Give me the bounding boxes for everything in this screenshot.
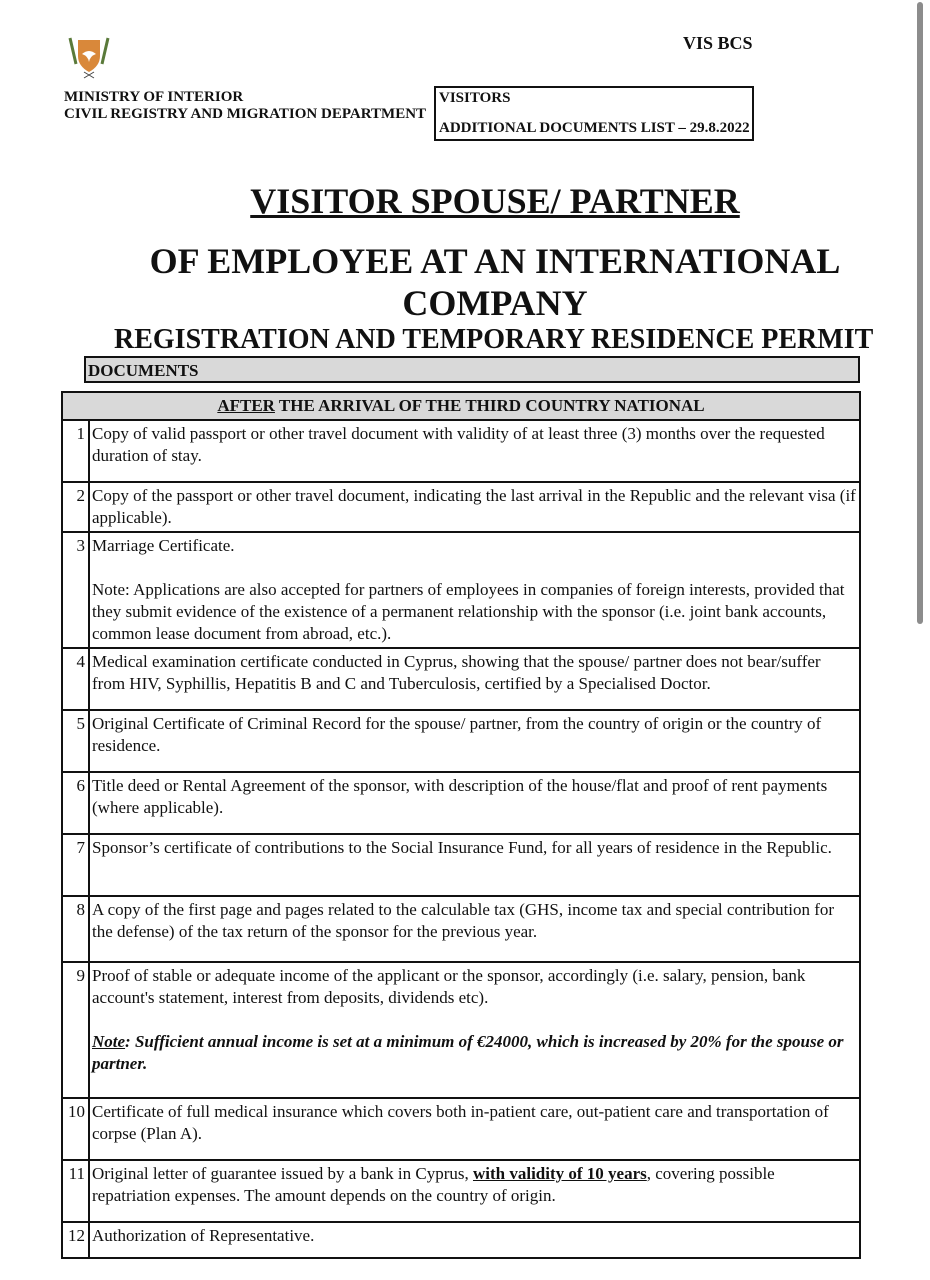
table-row bbox=[62, 710, 860, 772]
document-type-box bbox=[434, 86, 754, 141]
item-cell bbox=[89, 532, 860, 648]
section-header bbox=[62, 392, 860, 420]
item-text: Authorization of Representative. bbox=[89, 1222, 860, 1258]
item-number: 10 bbox=[62, 1098, 89, 1160]
title-line1: VISITOR SPOUSE/ PARTNER bbox=[250, 181, 740, 221]
item-number: 5 bbox=[62, 710, 89, 772]
item-number: 7 bbox=[62, 834, 89, 896]
item-text: Original letter of guarantee issued by a bank in Cyprus, bbox=[92, 1164, 473, 1183]
item-text: Sponsor’s certificate of contributions to the Social Insurance Fund, for all years of residence in the Republic. bbox=[89, 834, 860, 896]
item-text: A copy of the first page and pages related to the calculable tax (GHS, income tax and special contribution for the defense) of the tax return of the sponsor for the previous year. bbox=[89, 896, 860, 962]
ministry-line2: CIVIL REGISTRY AND MIGRATION DEPARTMENT bbox=[64, 106, 427, 122]
item-text: Copy of valid passport or other travel document with validity of at least three (3) months over the requested duration of stay. bbox=[89, 420, 860, 482]
item-emphasis: with validity of 10 years bbox=[472, 1164, 647, 1183]
title-line2-text: OF EMPLOYEE AT AN INTERNATIONAL COMPANY bbox=[149, 241, 841, 323]
item-number: 9 bbox=[62, 962, 89, 1098]
item-number: 1 bbox=[62, 420, 89, 482]
table-row bbox=[62, 420, 860, 482]
item-cell bbox=[89, 962, 860, 1098]
item-note bbox=[92, 1031, 857, 1095]
vertical-scrollbar[interactable] bbox=[917, 2, 923, 624]
table-row bbox=[62, 962, 860, 1098]
table-row bbox=[62, 482, 860, 532]
item-text: Medical examination certificate conducted in Cyprus, showing that the spouse/ partner does not bear/suffer from HIV, Syphillis, Hepatitis B and C and Tuberculosis, certified by a Specialised Doctor. bbox=[89, 648, 860, 710]
item-text: Original Certificate of Criminal Record for the spouse/ partner, from the country of origin or the country of residence. bbox=[89, 710, 860, 772]
item-text: Copy of the passport or other travel document, indicating the last arrival in the Republic and the relevant visa (if applicable). bbox=[89, 482, 860, 532]
item-number: 11 bbox=[62, 1160, 89, 1222]
title-line3: REGISTRATION AND TEMPORARY RESIDENCE PERMIT bbox=[114, 324, 874, 355]
item-text: Marriage Certificate. bbox=[92, 536, 235, 555]
item-note: Note: Applications are also accepted for partners of employees in companies of foreign interests, provided that they submit evidence of the existence of a permanent relationship with the sponsor (i.e. joint bank accounts, common lease document from abroad, etc.). bbox=[92, 580, 845, 643]
ministry-name bbox=[64, 89, 426, 123]
form-code: VIS BCS bbox=[683, 33, 753, 53]
note-label: Note bbox=[92, 1032, 126, 1051]
table-row bbox=[62, 772, 860, 834]
box-line1: VISITORS bbox=[439, 90, 511, 106]
title-line2 bbox=[0, 240, 930, 324]
item-text: Title deed or Rental Agreement of the sponsor, with description of the house/flat and proof of rent payments (where applicable). bbox=[89, 772, 860, 834]
item-number: 8 bbox=[62, 896, 89, 962]
item-cell bbox=[89, 1160, 860, 1222]
documents-header: DOCUMENTS bbox=[84, 356, 860, 383]
documents-table bbox=[61, 391, 861, 1259]
table-row bbox=[62, 1098, 860, 1160]
ministry-line1: MINISTRY OF INTERIOR bbox=[64, 89, 244, 105]
table-row bbox=[62, 1222, 860, 1258]
item-number: 2 bbox=[62, 482, 89, 532]
box-line2: ADDITIONAL DOCUMENTS LIST – 29.8.2022 bbox=[439, 120, 750, 136]
cyprus-coat-of-arms-logo bbox=[64, 34, 114, 84]
table-row bbox=[62, 834, 860, 896]
item-text: , covering possible repatriation expenses. The amount depends on the country of origin. bbox=[92, 1164, 775, 1205]
item-number: 4 bbox=[62, 648, 89, 710]
table-row bbox=[62, 896, 860, 962]
note-text: : Sufficient annual income is set at a minimum of €24000, which is increased by 20% for the spouse or partner. bbox=[92, 1032, 844, 1073]
item-number: 12 bbox=[62, 1222, 89, 1258]
section-header-row bbox=[62, 392, 860, 420]
item-number: 6 bbox=[62, 772, 89, 834]
section-rest: THE ARRIVAL OF THE THIRD COUNTRY NATIONAL bbox=[274, 396, 705, 415]
item-number: 3 bbox=[62, 532, 89, 648]
item-text: Certificate of full medical insurance which covers both in-patient care, out-patient care and transportation of corpse (Plan A). bbox=[89, 1098, 860, 1160]
table-row bbox=[62, 532, 860, 648]
table-row bbox=[62, 1160, 860, 1222]
table-row bbox=[62, 648, 860, 710]
item-text: Proof of stable or adequate income of the applicant or the sponsor, accordingly (i.e. salary, pension, bank account's statement, interest from deposits, dividends etc). bbox=[92, 966, 806, 1007]
section-emph: AFTER bbox=[217, 396, 275, 415]
